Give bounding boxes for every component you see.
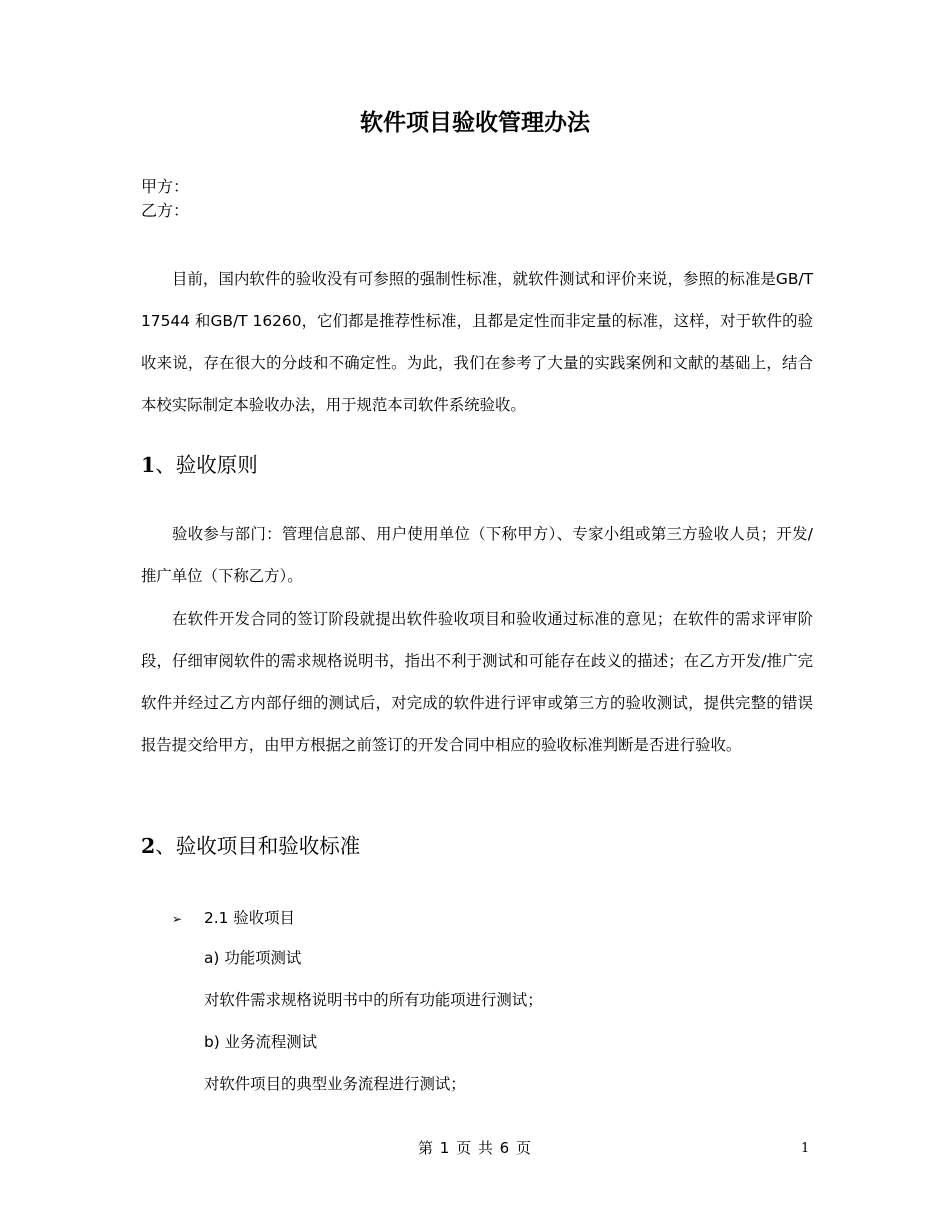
party-b-label: 乙方： (141, 201, 190, 220)
section-2-number: 2 (141, 834, 156, 858)
section-1-paragraph-1: 验收参与部门：管理信息部、用户使用单位（下称甲方）、专家小组或第三方验收人员；开发/推广单位（下称乙方）。 (141, 525, 813, 585)
section-1-title: 、验收原则 (155, 453, 258, 477)
item-b-heading: b) 业务流程测试 (204, 1033, 318, 1051)
section-1-paragraph-2: 在软件开发合同的签订阶段就提出软件验收项目和验收通过标准的意见；在软件的需求评审阶段，仔细审阅软件的需求规格说明书，指出不利于测试和可能存在歧义的描述；在乙方开发/推广完软件并经过乙方内部仔细的测试后，对完成的软件进行评审或第三方的验收测试，提供完整的错误报告提交给甲方，由甲方根据之前签订的开发合同中相应的验收标准判断是否进行验收。 (141, 610, 813, 754)
party-a-label: 甲方： (141, 177, 190, 196)
subsection-2-1 (172, 907, 295, 930)
item-a-heading: a) 功能项测试 (204, 949, 302, 967)
section-2-title: 、验收项目和验收标准 (155, 834, 361, 858)
arrow-bullet-icon: ➢ (172, 912, 183, 926)
section-1-number: 1 (141, 453, 156, 477)
section-1-heading (141, 450, 258, 480)
section-2-heading (141, 831, 360, 861)
page-footer: 第 1 页 共 6 页 (418, 1139, 532, 1157)
intro-paragraph: 目前，国内软件的验收没有可参照的强制性标准，就软件测试和评价来说，参照的标准是GB/T 17544 和GB/T 16260，它们都是推荐性标准，且都是定性而非定量的标准，这样，对于软件的验收来说，存在很大的分歧和不确定性。为此，我们在参考了大量的实践案例和文献的基础上，结合本校实际制定本验收办法，用于规范本司软件系统验收。 (141, 270, 813, 414)
item-b-description: 对软件项目的典型业务流程进行测试； (204, 1075, 466, 1093)
item-a-description: 对软件需求规格说明书中的所有功能项进行测试； (204, 991, 543, 1009)
subsection-2-1-title: 2.1 验收项目 (204, 909, 295, 927)
page-number: 1 (801, 1141, 810, 1156)
document-title: 软件项目验收管理办法 (360, 110, 590, 136)
